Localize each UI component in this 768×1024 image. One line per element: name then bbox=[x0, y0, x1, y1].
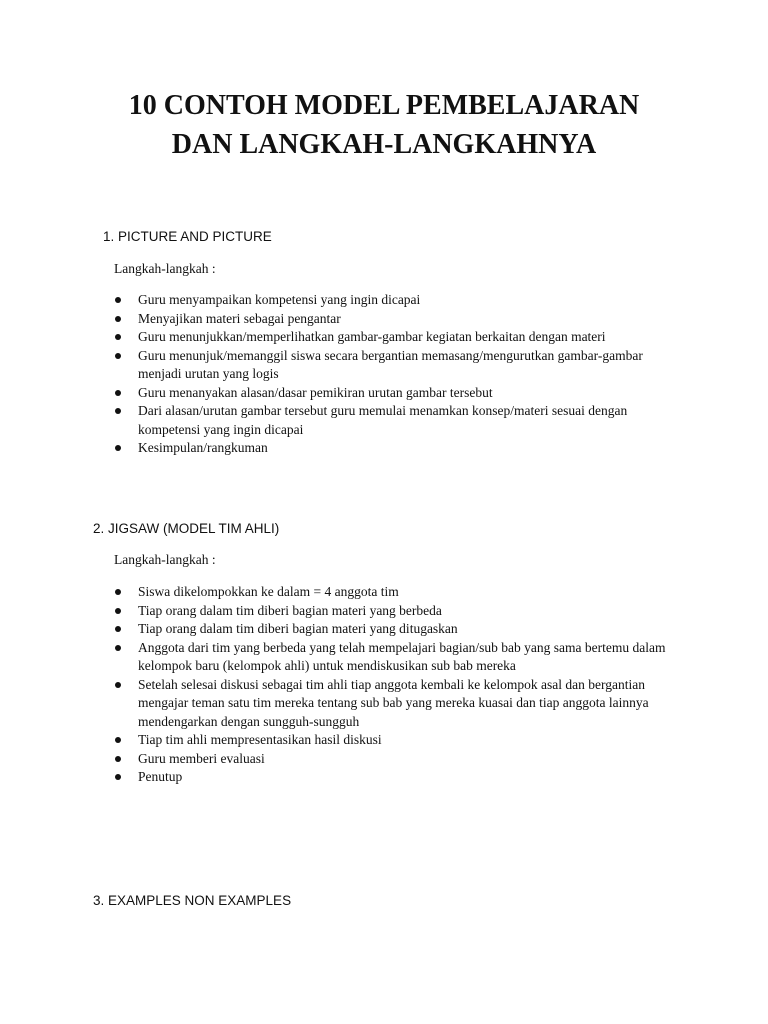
list-item: Setelah selesai diskusi sebagai tim ahli tiap anggota kembali ke kelompok asal dan bergantian mengajar teman satu tim mereka tentang sub bab yang mereka kuasai dan tiap anggota lainnya mendengarkan dengan sungguh-sungguh bbox=[112, 676, 682, 732]
list-item: Guru memberi evaluasi bbox=[112, 750, 682, 769]
list-item: Guru menanyakan alasan/dasar pemikiran urutan gambar tersebut bbox=[112, 384, 682, 403]
section-heading-jigsaw: 2. JIGSAW (MODEL TIM AHLI) bbox=[93, 521, 280, 536]
list-item: Siswa dikelompokkan ke dalam = 4 anggota tim bbox=[112, 583, 682, 602]
list-item: Guru menunjukkan/memperlihatkan gambar-gambar kegiatan berkaitan dengan materi bbox=[112, 328, 682, 347]
page-title bbox=[60, 86, 708, 164]
title-line-2: DAN LANGKAH-LANGKAHNYA bbox=[171, 129, 597, 160]
list-item: Tiap orang dalam tim diberi bagian materi yang berbeda bbox=[112, 602, 682, 621]
section-heading-picture-and-picture: 1. PICTURE AND PICTURE bbox=[103, 229, 272, 244]
list-item: Menyajikan materi sebagai pengantar bbox=[112, 310, 682, 329]
list-item: Penutup bbox=[112, 768, 682, 787]
list-item: Dari alasan/urutan gambar tersebut guru memulai menamkan konsep/materi sesuai dengan kompetensi yang ingin dicapai bbox=[112, 402, 682, 439]
steps-label: Langkah-langkah : bbox=[114, 552, 216, 567]
list-item: Guru menyampaikan kompetensi yang ingin dicapai bbox=[112, 291, 682, 310]
steps-label: Langkah-langkah : bbox=[114, 261, 216, 276]
list-item: Anggota dari tim yang berbeda yang telah mempelajari bagian/sub bab yang sama bertemu dalam kelompok baru (kelompok ahli) untuk mendiskusikan sub bab mereka bbox=[112, 639, 682, 676]
steps-list-picture-and-picture bbox=[112, 291, 682, 458]
list-item: Tiap tim ahli mempresentasikan hasil diskusi bbox=[112, 731, 682, 750]
list-item: Tiap orang dalam tim diberi bagian materi yang ditugaskan bbox=[112, 620, 682, 639]
list-item: Kesimpulan/rangkuman bbox=[112, 439, 682, 458]
section-heading-examples-non-examples: 3. EXAMPLES NON EXAMPLES bbox=[93, 893, 292, 908]
title-line-1: 10 CONTOH MODEL PEMBELAJARAN bbox=[128, 90, 640, 121]
steps-list-jigsaw bbox=[112, 583, 682, 787]
list-item: Guru menunjuk/memanggil siswa secara bergantian memasang/mengurutkan gambar-gambar menjadi urutan yang logis bbox=[112, 347, 682, 384]
